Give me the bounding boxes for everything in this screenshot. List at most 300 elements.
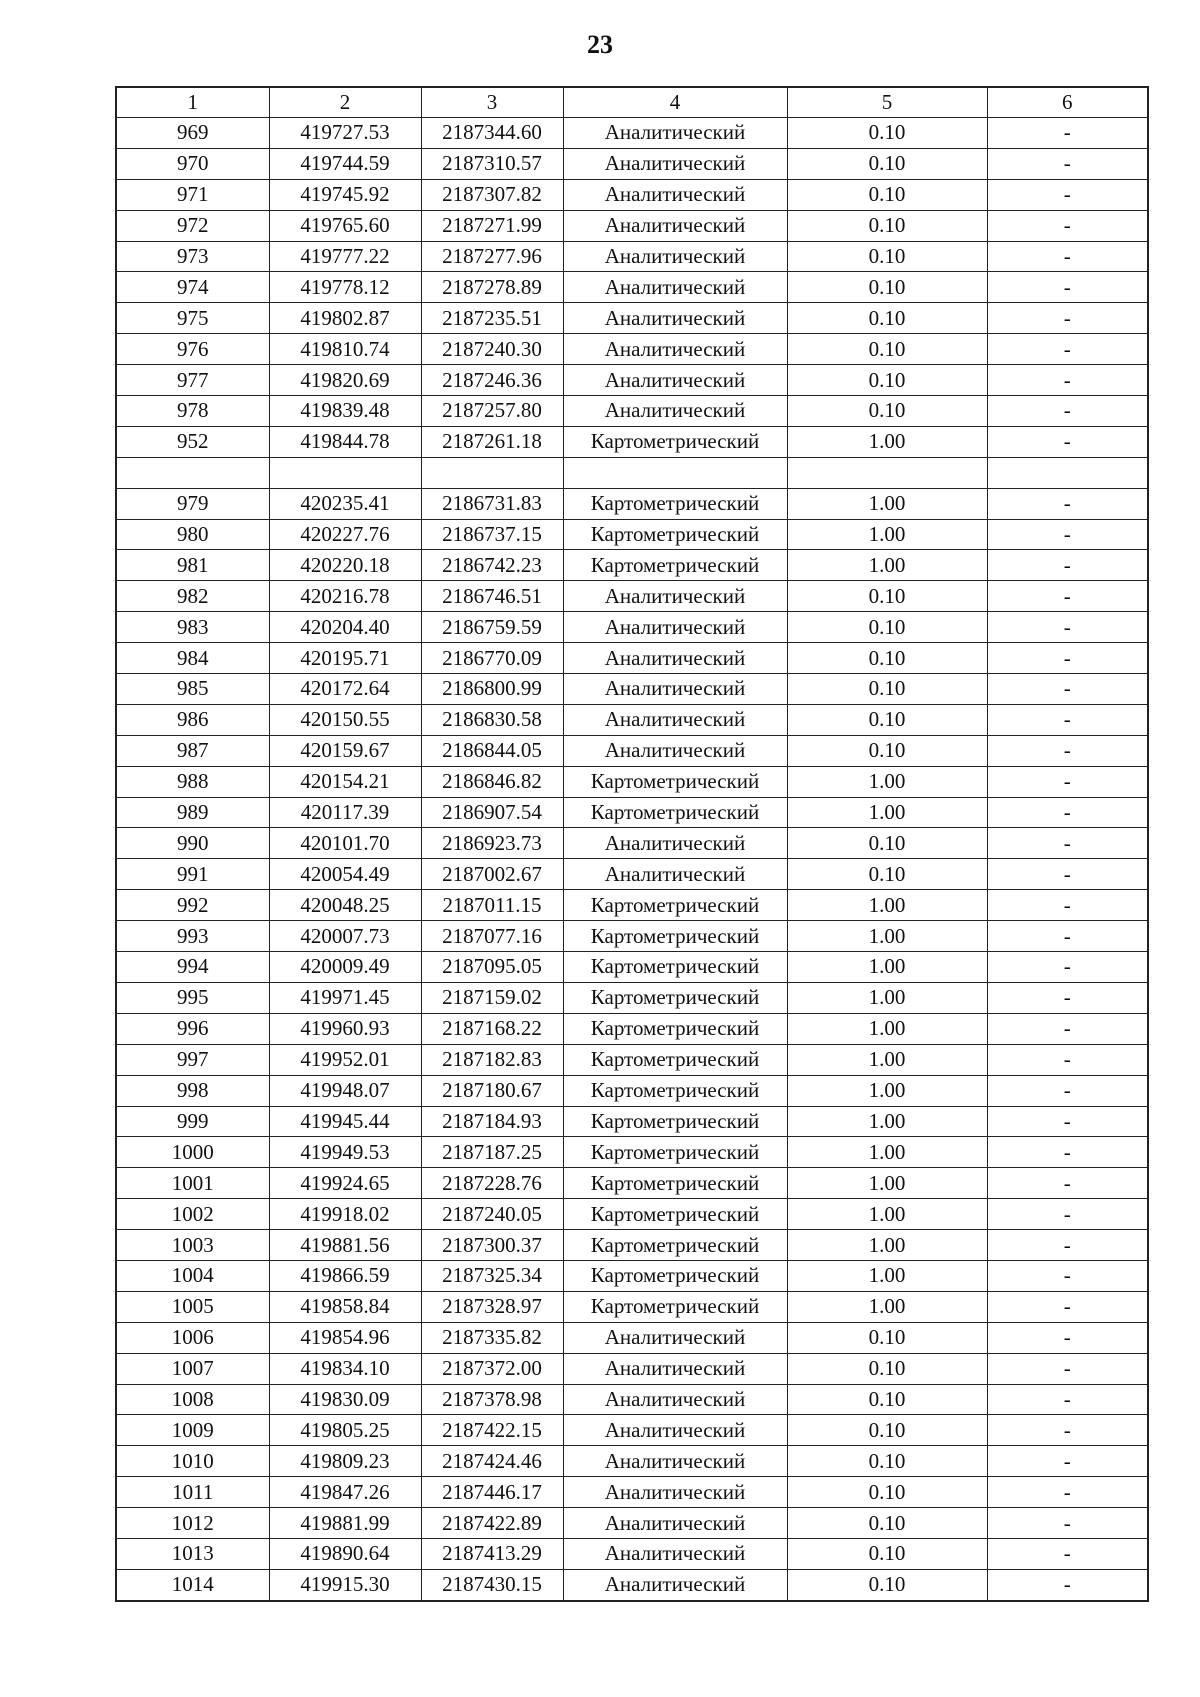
x-coordinate-cell: 419858.84 [269,1291,421,1322]
point-number-cell: 1007 [116,1353,269,1384]
description-cell: - [987,550,1148,581]
table-row [116,1384,1148,1415]
y-coordinate-cell: 2187422.89 [421,1508,563,1539]
x-coordinate-cell: 420101.70 [269,828,421,859]
table-row [116,581,1148,612]
y-coordinate-cell: 2187261.18 [421,426,563,457]
y-coordinate-cell: 2186759.59 [421,612,563,643]
y-coordinate-cell: 2187325.34 [421,1260,563,1291]
table-row [116,365,1148,396]
y-coordinate-cell: 2187344.60 [421,118,563,149]
header-cell-col-6: 6 [987,87,1148,118]
header-cell-col-2: 2 [269,87,421,118]
table-row [116,766,1148,797]
description-cell: - [987,426,1148,457]
description-cell: - [987,1291,1148,1322]
accuracy-cell: 1.00 [787,1137,987,1168]
point-number-cell: 1005 [116,1291,269,1322]
y-coordinate-cell: 2187077.16 [421,921,563,952]
accuracy-cell: 0.10 [787,1322,987,1353]
x-coordinate-cell: 420220.18 [269,550,421,581]
accuracy-cell: 1.00 [787,766,987,797]
table-row [116,334,1148,365]
accuracy-cell: 0.10 [787,1508,987,1539]
point-number-cell: 1014 [116,1569,269,1600]
table-row [116,1013,1148,1044]
point-number-cell: 1009 [116,1415,269,1446]
description-cell: - [987,1353,1148,1384]
y-coordinate-cell [421,457,563,488]
y-coordinate-cell: 2186844.05 [421,735,563,766]
description-cell: - [987,1322,1148,1353]
x-coordinate-cell: 419744.59 [269,148,421,179]
point-number-cell: 989 [116,797,269,828]
table-row [116,1446,1148,1477]
point-number-cell: 985 [116,674,269,705]
method-cell: Картометрический [563,952,787,983]
method-cell: Картометрический [563,1168,787,1199]
accuracy-cell: 0.10 [787,735,987,766]
accuracy-cell [787,457,987,488]
method-cell: Картометрический [563,890,787,921]
table-row [116,952,1148,983]
accuracy-cell: 1.00 [787,890,987,921]
y-coordinate-cell: 2187002.67 [421,859,563,890]
table-row [116,921,1148,952]
y-coordinate-cell: 2187310.57 [421,148,563,179]
description-cell: - [987,118,1148,149]
x-coordinate-cell: 420204.40 [269,612,421,643]
table-row [116,272,1148,303]
point-number-cell: 987 [116,735,269,766]
header-cell-col-3: 3 [421,87,563,118]
description-cell: - [987,179,1148,210]
y-coordinate-cell: 2187372.00 [421,1353,563,1384]
y-coordinate-cell: 2187159.02 [421,982,563,1013]
accuracy-cell: 0.10 [787,303,987,334]
table-row [116,396,1148,427]
description-cell: - [987,334,1148,365]
description-cell: - [987,272,1148,303]
table-row [116,1044,1148,1075]
x-coordinate-cell: 419945.44 [269,1106,421,1137]
accuracy-cell: 1.00 [787,1168,987,1199]
table-row [116,1168,1148,1199]
method-cell: Картометрический [563,1137,787,1168]
description-cell: - [987,303,1148,334]
method-cell: Картометрический [563,1260,787,1291]
method-cell: Аналитический [563,303,787,334]
y-coordinate-cell: 2187228.76 [421,1168,563,1199]
point-number-cell: 981 [116,550,269,581]
description-cell: - [987,797,1148,828]
y-coordinate-cell: 2187277.96 [421,241,563,272]
header-cell-col-5: 5 [787,87,987,118]
accuracy-cell: 0.10 [787,1353,987,1384]
y-coordinate-cell: 2186742.23 [421,550,563,581]
point-number-cell: 994 [116,952,269,983]
x-coordinate-cell: 420007.73 [269,921,421,952]
accuracy-cell: 1.00 [787,1013,987,1044]
y-coordinate-cell: 2186830.58 [421,704,563,735]
method-cell: Картометрический [563,488,787,519]
accuracy-cell: 0.10 [787,1569,987,1600]
table-row [116,735,1148,766]
x-coordinate-cell: 419839.48 [269,396,421,427]
point-number-cell: 1010 [116,1446,269,1477]
table-row [116,426,1148,457]
accuracy-cell: 1.00 [787,550,987,581]
method-cell: Аналитический [563,1353,787,1384]
table-row [116,148,1148,179]
method-cell: Аналитический [563,859,787,890]
x-coordinate-cell: 419765.60 [269,210,421,241]
point-number-cell: 952 [116,426,269,457]
table-header [116,87,1148,118]
table-row [116,1415,1148,1446]
description-cell: - [987,674,1148,705]
point-number-cell: 993 [116,921,269,952]
point-number-cell: 995 [116,982,269,1013]
method-cell: Картометрический [563,1106,787,1137]
method-cell: Картометрический [563,1230,787,1261]
header-row [116,87,1148,118]
y-coordinate-cell: 2187328.97 [421,1291,563,1322]
method-cell: Аналитический [563,1569,787,1600]
y-coordinate-cell: 2187422.15 [421,1415,563,1446]
method-cell: Аналитический [563,704,787,735]
x-coordinate-cell: 419820.69 [269,365,421,396]
accuracy-cell: 0.10 [787,643,987,674]
point-number-cell: 973 [116,241,269,272]
accuracy-cell: 1.00 [787,519,987,550]
method-cell: Аналитический [563,179,787,210]
description-cell: - [987,241,1148,272]
x-coordinate-cell: 420009.49 [269,952,421,983]
accuracy-cell: 1.00 [787,952,987,983]
description-cell: - [987,519,1148,550]
y-coordinate-cell: 2187095.05 [421,952,563,983]
x-coordinate-cell: 420216.78 [269,581,421,612]
x-coordinate-cell: 420172.64 [269,674,421,705]
point-number-cell: 986 [116,704,269,735]
point-number-cell: 984 [116,643,269,674]
accuracy-cell: 0.10 [787,1477,987,1508]
table-row [116,704,1148,735]
x-coordinate-cell: 419890.64 [269,1538,421,1569]
point-number-cell: 972 [116,210,269,241]
accuracy-cell: 1.00 [787,1230,987,1261]
accuracy-cell: 0.10 [787,1538,987,1569]
y-coordinate-cell: 2187335.82 [421,1322,563,1353]
y-coordinate-cell: 2187180.67 [421,1075,563,1106]
y-coordinate-cell: 2187446.17 [421,1477,563,1508]
description-cell: - [987,1508,1148,1539]
x-coordinate-cell: 419866.59 [269,1260,421,1291]
y-coordinate-cell: 2187184.93 [421,1106,563,1137]
description-cell: - [987,890,1148,921]
point-number-cell: 982 [116,581,269,612]
accuracy-cell: 0.10 [787,210,987,241]
table-row [116,890,1148,921]
description-cell: - [987,1137,1148,1168]
method-cell: Картометрический [563,1013,787,1044]
method-cell: Картометрический [563,921,787,952]
y-coordinate-cell: 2186846.82 [421,766,563,797]
table-row [116,1353,1148,1384]
table-row [116,797,1148,828]
table-row [116,519,1148,550]
method-cell: Картометрический [563,1044,787,1075]
x-coordinate-cell: 419778.12 [269,272,421,303]
table-row [116,828,1148,859]
point-number-cell [116,457,269,488]
accuracy-cell: 1.00 [787,1106,987,1137]
x-coordinate-cell: 419971.45 [269,982,421,1013]
method-cell: Аналитический [563,612,787,643]
x-coordinate-cell: 419881.99 [269,1508,421,1539]
x-coordinate-cell: 419949.53 [269,1137,421,1168]
method-cell: Картометрический [563,519,787,550]
method-cell: Аналитический [563,643,787,674]
y-coordinate-cell: 2187430.15 [421,1569,563,1600]
description-cell: - [987,1538,1148,1569]
point-number-cell: 976 [116,334,269,365]
y-coordinate-cell: 2187300.37 [421,1230,563,1261]
description-cell: - [987,581,1148,612]
x-coordinate-cell: 420048.25 [269,890,421,921]
y-coordinate-cell: 2186800.99 [421,674,563,705]
y-coordinate-cell: 2187378.98 [421,1384,563,1415]
method-cell: Аналитический [563,396,787,427]
description-cell: - [987,1075,1148,1106]
accuracy-cell: 0.10 [787,674,987,705]
method-cell: Аналитический [563,148,787,179]
method-cell: Аналитический [563,118,787,149]
x-coordinate-cell [269,457,421,488]
x-coordinate-cell: 419810.74 [269,334,421,365]
y-coordinate-cell: 2186907.54 [421,797,563,828]
method-cell: Аналитический [563,1322,787,1353]
accuracy-cell: 0.10 [787,241,987,272]
table-row [116,1322,1148,1353]
description-cell: - [987,952,1148,983]
description-cell: - [987,1168,1148,1199]
table-row [116,1569,1148,1600]
method-cell: Картометрический [563,797,787,828]
x-coordinate-cell: 419830.09 [269,1384,421,1415]
point-number-cell: 990 [116,828,269,859]
x-coordinate-cell: 419881.56 [269,1230,421,1261]
description-cell: - [987,1230,1148,1261]
method-cell: Аналитический [563,828,787,859]
x-coordinate-cell: 419834.10 [269,1353,421,1384]
y-coordinate-cell: 2186770.09 [421,643,563,674]
accuracy-cell: 1.00 [787,488,987,519]
x-coordinate-cell: 419948.07 [269,1075,421,1106]
y-coordinate-cell: 2187271.99 [421,210,563,241]
y-coordinate-cell: 2186746.51 [421,581,563,612]
point-number-cell: 969 [116,118,269,149]
table-row [116,859,1148,890]
description-cell: - [987,1415,1148,1446]
y-coordinate-cell: 2186737.15 [421,519,563,550]
point-number-cell: 983 [116,612,269,643]
description-cell: - [987,1569,1148,1600]
table-row [116,488,1148,519]
accuracy-cell: 1.00 [787,982,987,1013]
description-cell: - [987,1446,1148,1477]
y-coordinate-cell: 2187307.82 [421,179,563,210]
y-coordinate-cell: 2187011.15 [421,890,563,921]
description-cell: - [987,396,1148,427]
x-coordinate-cell: 420150.55 [269,704,421,735]
x-coordinate-cell: 419952.01 [269,1044,421,1075]
x-coordinate-cell: 419745.92 [269,179,421,210]
header-cell-col-4: 4 [563,87,787,118]
point-number-cell: 978 [116,396,269,427]
header-cell-col-1: 1 [116,87,269,118]
accuracy-cell: 0.10 [787,612,987,643]
y-coordinate-cell: 2187246.36 [421,365,563,396]
table-row [116,118,1148,149]
accuracy-cell: 0.10 [787,704,987,735]
accuracy-cell: 1.00 [787,797,987,828]
point-number-cell: 1002 [116,1199,269,1230]
x-coordinate-cell: 420227.76 [269,519,421,550]
point-number-cell: 1004 [116,1260,269,1291]
description-cell: - [987,921,1148,952]
y-coordinate-cell: 2187182.83 [421,1044,563,1075]
accuracy-cell: 0.10 [787,859,987,890]
y-coordinate-cell: 2186923.73 [421,828,563,859]
description-cell: - [987,1260,1148,1291]
x-coordinate-cell: 419847.26 [269,1477,421,1508]
point-number-cell: 999 [116,1106,269,1137]
x-coordinate-cell: 419918.02 [269,1199,421,1230]
method-cell: Аналитический [563,1415,787,1446]
point-number-cell: 991 [116,859,269,890]
table-row [116,612,1148,643]
description-cell: - [987,982,1148,1013]
point-number-cell: 1011 [116,1477,269,1508]
method-cell: Картометрический [563,426,787,457]
point-number-cell: 1008 [116,1384,269,1415]
table-row [116,1075,1148,1106]
point-number-cell: 998 [116,1075,269,1106]
description-cell: - [987,148,1148,179]
table-row [116,1137,1148,1168]
point-number-cell: 1006 [116,1322,269,1353]
y-coordinate-cell: 2187240.30 [421,334,563,365]
x-coordinate-cell: 419960.93 [269,1013,421,1044]
accuracy-cell: 0.10 [787,365,987,396]
point-number-cell: 988 [116,766,269,797]
table-row [116,457,1148,488]
table-body [116,118,1148,1601]
y-coordinate-cell: 2187278.89 [421,272,563,303]
point-number-cell: 977 [116,365,269,396]
accuracy-cell: 0.10 [787,334,987,365]
accuracy-cell: 0.10 [787,272,987,303]
table-row [116,643,1148,674]
method-cell: Аналитический [563,581,787,612]
description-cell: - [987,488,1148,519]
y-coordinate-cell: 2187235.51 [421,303,563,334]
x-coordinate-cell: 419802.87 [269,303,421,334]
method-cell: Картометрический [563,1291,787,1322]
y-coordinate-cell: 2186731.83 [421,488,563,519]
table-row [116,1477,1148,1508]
table-row [116,1538,1148,1569]
accuracy-cell: 0.10 [787,1415,987,1446]
point-number-cell: 992 [116,890,269,921]
method-cell: Картометрический [563,550,787,581]
accuracy-cell: 1.00 [787,1260,987,1291]
description-cell: - [987,1477,1148,1508]
method-cell: Аналитический [563,210,787,241]
accuracy-cell: 1.00 [787,426,987,457]
accuracy-cell: 1.00 [787,1075,987,1106]
y-coordinate-cell: 2187187.25 [421,1137,563,1168]
description-cell: - [987,1384,1148,1415]
method-cell: Аналитический [563,735,787,766]
method-cell: Аналитический [563,334,787,365]
method-cell: Картометрический [563,766,787,797]
table-row [116,1230,1148,1261]
description-cell: - [987,828,1148,859]
y-coordinate-cell: 2187168.22 [421,1013,563,1044]
accuracy-cell: 0.10 [787,118,987,149]
table-row [116,1260,1148,1291]
coordinates-table [115,86,1149,1602]
x-coordinate-cell: 419727.53 [269,118,421,149]
method-cell: Картометрический [563,1075,787,1106]
method-cell: Аналитический [563,1384,787,1415]
description-cell: - [987,643,1148,674]
method-cell: Аналитический [563,272,787,303]
y-coordinate-cell: 2187257.80 [421,396,563,427]
table-row [116,1508,1148,1539]
x-coordinate-cell: 419854.96 [269,1322,421,1353]
accuracy-cell: 0.10 [787,1384,987,1415]
table-row [116,1291,1148,1322]
table-row [116,210,1148,241]
accuracy-cell: 0.10 [787,1446,987,1477]
accuracy-cell: 0.10 [787,396,987,427]
x-coordinate-cell: 419805.25 [269,1415,421,1446]
method-cell: Аналитический [563,1538,787,1569]
point-number-cell: 1013 [116,1538,269,1569]
table-row [116,241,1148,272]
method-cell: Аналитический [563,1508,787,1539]
method-cell: Картометрический [563,1199,787,1230]
accuracy-cell: 1.00 [787,921,987,952]
description-cell: - [987,704,1148,735]
table-row [116,179,1148,210]
method-cell: Аналитический [563,1477,787,1508]
x-coordinate-cell: 419844.78 [269,426,421,457]
accuracy-cell: 0.10 [787,581,987,612]
accuracy-cell: 1.00 [787,1291,987,1322]
y-coordinate-cell: 2187240.05 [421,1199,563,1230]
description-cell: - [987,365,1148,396]
table-row [116,1106,1148,1137]
accuracy-cell: 0.10 [787,179,987,210]
description-cell: - [987,859,1148,890]
x-coordinate-cell: 420159.67 [269,735,421,766]
x-coordinate-cell: 419809.23 [269,1446,421,1477]
